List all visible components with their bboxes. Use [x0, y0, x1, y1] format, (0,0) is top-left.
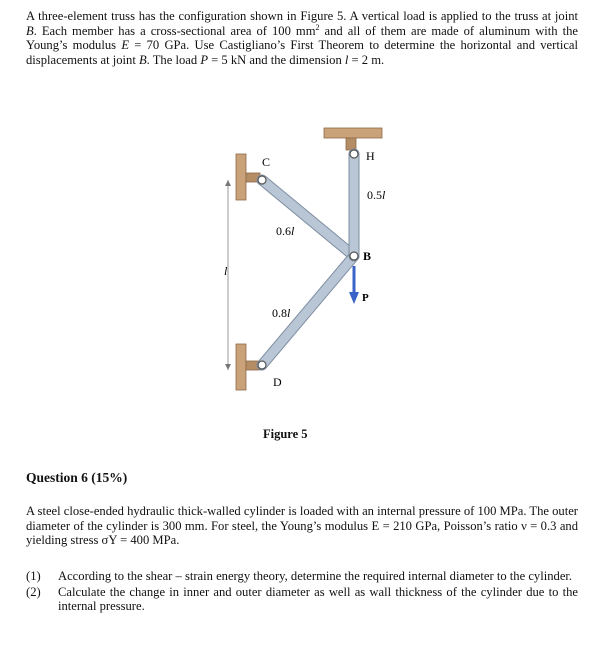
- truss-figure: [190, 118, 420, 408]
- pin-c: [258, 176, 266, 184]
- question-part: [26, 585, 578, 614]
- ceiling-support-h: [324, 128, 382, 150]
- problem5-text: = 70 GPa. Use Castigliano’s First Theorem to determine the horizontal and vertical displacements at joint: [26, 38, 578, 67]
- part-number: (2): [26, 584, 41, 599]
- problem5-text: A three-element truss has the configuration shown in Figure 5. A vertical load is applied to the truss at joint: [26, 9, 578, 23]
- length-symbol: l: [344, 52, 349, 67]
- part-text: According to the shear – strain energy theory, determine the required internal diameter to the cylinder.: [58, 569, 573, 583]
- figure-caption: Figure 5: [263, 427, 308, 441]
- joint-symbol: B: [26, 23, 34, 38]
- joint-symbol: B: [138, 52, 147, 67]
- joint-label-c: C: [262, 155, 271, 169]
- vertical-member-length-label: 0.5l: [367, 188, 386, 202]
- total-height-label: l: [224, 264, 228, 278]
- question-parts-list: [26, 569, 578, 615]
- load-label-p: P: [362, 292, 369, 304]
- question-heading: Question 6 (15%): [26, 470, 128, 485]
- problem5-text: . Each member has a cross-sectional area of 100 mm: [33, 23, 316, 38]
- truss-diagram: [190, 118, 420, 408]
- question-part: [26, 569, 578, 584]
- part-text: Calculate the change in inner and outer diameter as well as wall thickness of the cylinder due to the internal pressure.: [58, 584, 578, 614]
- problem5-text: = 5 kN and the dimension: [208, 52, 345, 67]
- problem5-text: = 2 m.: [348, 52, 385, 67]
- wall-support-d: [236, 344, 260, 390]
- area-exponent: 2: [315, 22, 320, 32]
- joint-label-d: D: [273, 375, 282, 389]
- joint-label-h: H: [366, 149, 375, 163]
- question-intro: A steel close-ended hydraulic thick-walled cylinder is loaded with an internal pressure of 100 MPa. The outer diameter of the cylinder is 300 mm. For steel, the Young’s modulus E = 210 GPa, Poisson’s ratio ν = 0.3 and yielding stress σY = 400 MPa.: [26, 504, 578, 548]
- pin-b: [350, 252, 358, 260]
- modulus-symbol: E: [121, 38, 130, 53]
- problem5-text: and all of them are made of aluminum with the Young’s modulus: [26, 23, 578, 53]
- wall-support-c: [236, 154, 260, 200]
- problem5-statement: [26, 9, 578, 67]
- load-arrow: [349, 266, 359, 304]
- load-symbol: P: [200, 52, 209, 67]
- lower-member-length-label: 0.8l: [272, 306, 291, 320]
- upper-member-length-label: 0.6l: [276, 224, 295, 238]
- pin-h: [350, 150, 358, 158]
- problem5-text: . The load: [146, 52, 201, 67]
- member-cb: [262, 180, 354, 256]
- part-number: (1): [26, 569, 41, 583]
- pin-d: [258, 361, 266, 369]
- joint-label-b: B: [363, 249, 372, 263]
